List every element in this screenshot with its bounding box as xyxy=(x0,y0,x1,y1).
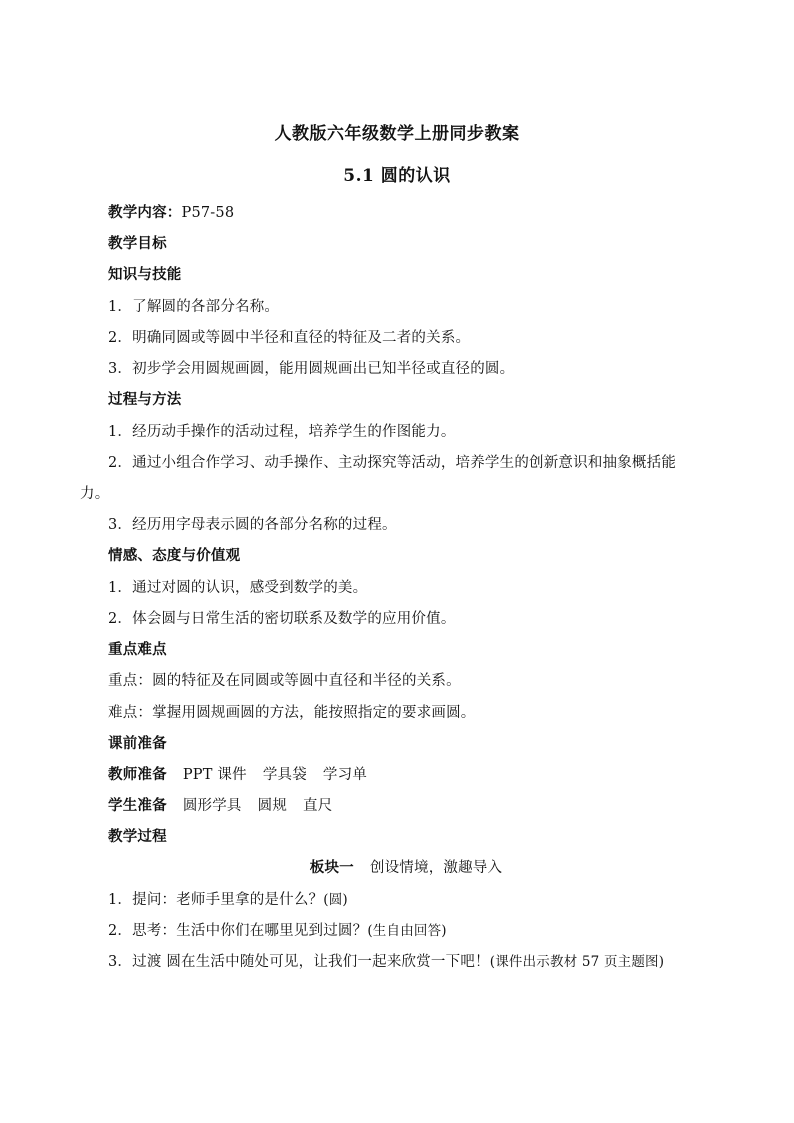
teaching-content-value: P57-58 xyxy=(181,205,235,221)
teacher-prep-item: 学具袋 xyxy=(262,767,307,783)
process-item: 2．通过小组合作学习、动手操作、主动探究等活动，培养学生的创新意识和抽象概括能 xyxy=(108,455,677,471)
emotion-item: 1．通过对圆的认识，感受到数学的美。 xyxy=(108,580,368,596)
step-note: (圆) xyxy=(323,892,348,908)
objectives-heading: 教学目标 xyxy=(108,235,167,252)
teacher-prep-item: 学习单 xyxy=(322,767,368,783)
student-prep-item: 直尺 xyxy=(303,798,333,814)
teaching-content xyxy=(108,203,728,223)
knowledge-heading: 知识与技能 xyxy=(108,266,182,283)
preparation-heading: 课前准备 xyxy=(108,735,167,752)
lesson-subtitle: 5.1 圆的认识 xyxy=(343,166,451,186)
step-item xyxy=(108,921,728,941)
process-item: 1．经历动手操作的活动过程，培养学生的作图能力。 xyxy=(108,424,456,440)
knowledge-item: 1．了解圆的各部分名称。 xyxy=(108,299,280,315)
emotion-item: 2．体会圆与日常生活的密切联系及数学的应用价值。 xyxy=(108,611,456,627)
step-item xyxy=(108,890,728,910)
step-item xyxy=(108,952,728,972)
difficulty-point: 难点：掌握用圆规画圆的方法，能按照指定的要求画圆。 xyxy=(108,705,476,721)
step-note: (生自由回答) xyxy=(367,923,447,939)
key-point: 重点：圆的特征及在同圆或等圆中直径和半径的关系。 xyxy=(108,673,461,689)
process-item: 3．经历用字母表示圆的各部分名称的过程。 xyxy=(108,517,397,533)
key-points-heading: 重点难点 xyxy=(108,641,167,658)
section-heading xyxy=(0,858,794,878)
teacher-prep-item: PPT 课件 xyxy=(182,767,247,783)
document-title: 人教版六年级数学上册同步教案 xyxy=(274,124,520,144)
step-text: 3．过渡 圆在生活中随处可见，让我们一起来欣赏一下吧！ xyxy=(108,954,490,970)
step-note: (课件出示教材 57 页主题图) xyxy=(489,954,665,970)
section-label: 板块一 xyxy=(309,859,354,876)
teaching-content-label: 教学内容： xyxy=(108,204,182,221)
process-heading: 过程与方法 xyxy=(108,391,182,408)
step-text: 1．提问：老师手里拿的是什么？ xyxy=(108,892,324,908)
knowledge-item: 3．初步学会用圆规画圆，能用圆规画出已知半径或直径的圆。 xyxy=(108,361,515,377)
student-prep-label: 学生准备 xyxy=(108,797,167,814)
student-preparation xyxy=(108,796,728,816)
teacher-preparation xyxy=(108,765,728,785)
section-title: 创设情境，激趣导入 xyxy=(369,860,503,876)
step-text: 2．思考：生活中你们在哪里见到过圆？ xyxy=(108,923,368,939)
student-prep-item: 圆形学具 xyxy=(182,798,242,814)
process-item-continuation: 力。 xyxy=(80,486,110,502)
student-prep-item: 圆规 xyxy=(257,798,288,814)
teaching-process-heading: 教学过程 xyxy=(108,828,167,845)
teacher-prep-label: 教师准备 xyxy=(108,766,167,783)
knowledge-item: 2．明确同圆或等圆中半径和直径的特征及二者的关系。 xyxy=(108,330,471,346)
emotion-heading: 情感、态度与价值观 xyxy=(108,547,241,564)
